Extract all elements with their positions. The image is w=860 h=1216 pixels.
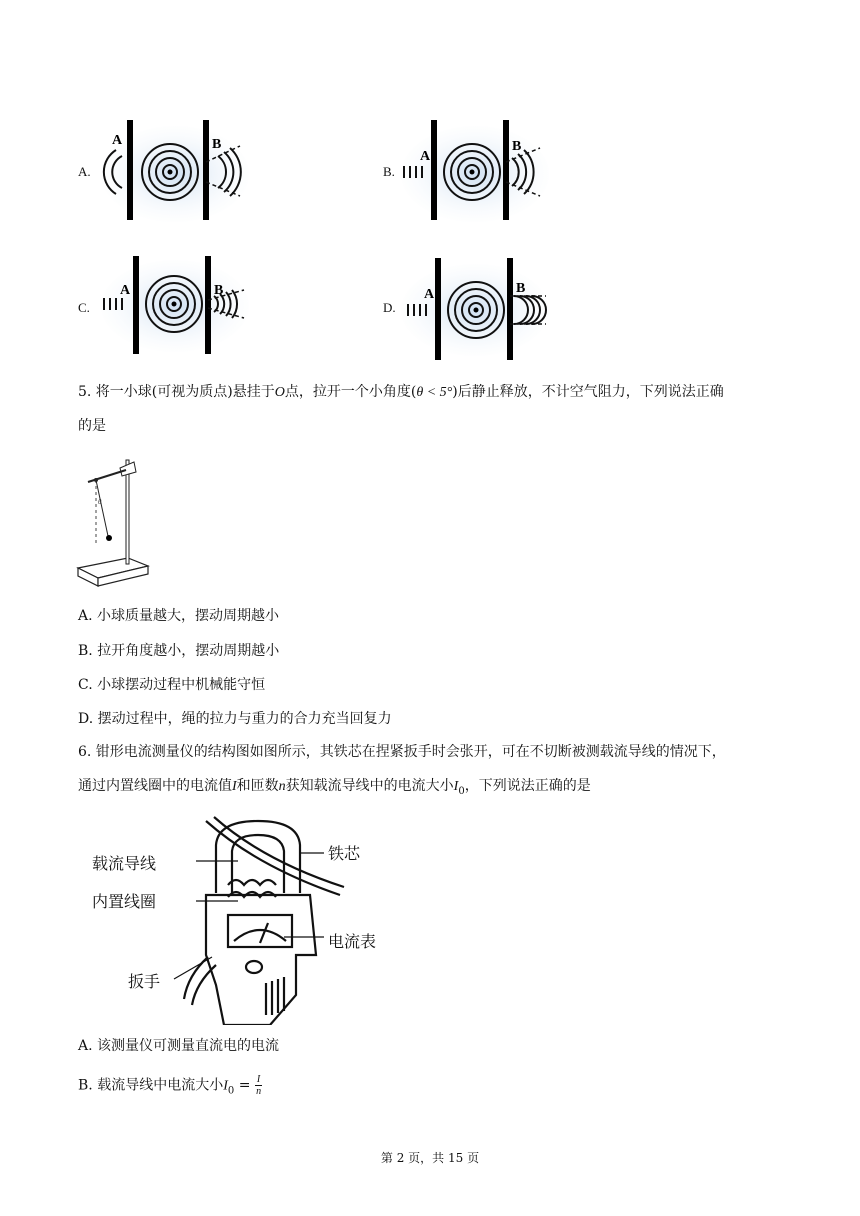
q5-option-d[interactable]: D. 摆动过程中，绳的拉力与重力的合力充当回复力: [78, 711, 392, 727]
pendulum-figure: [76, 452, 154, 588]
option-c-letter: C.: [78, 300, 90, 315]
label-handle: 扳手: [128, 972, 161, 991]
q5-option-b[interactable]: B. 拉开角度越小，摆动周期越小: [78, 643, 280, 659]
q5-stem-line1: 5. 将一小球(可视为质点)悬挂于O点，拉开一个小角度(θ < 5°)后静止释放，不计空气阻力，下列说法正确: [78, 384, 724, 400]
q5-option-a[interactable]: A. 小球质量越大，摆动周期越小: [78, 608, 280, 624]
label-b: B: [212, 137, 222, 152]
label-a: A: [420, 149, 431, 164]
label-core: 铁芯: [328, 844, 361, 863]
wave-figure-a: [100, 118, 250, 230]
label-wire: 载流导线: [92, 854, 157, 873]
fraction: $\frac{I}{n}$: [256, 1074, 262, 1097]
label-b: B: [516, 281, 526, 296]
label-coil: 内置线圈: [92, 892, 157, 911]
q5-stem-line2: 的是: [78, 418, 106, 434]
option-d-letter: D.: [383, 300, 396, 315]
q6-option-b[interactable]: B. 载流导线中电流大小$I_0$ = $\frac{I}{n}$: [78, 1074, 262, 1097]
label-a: A: [112, 133, 123, 148]
label-a: A: [424, 287, 435, 302]
label-meter: 电流表: [328, 932, 377, 951]
option-a-letter: A.: [78, 164, 91, 179]
wave-figure-c: [100, 254, 250, 360]
label-a: A: [120, 283, 131, 298]
label-b: B: [512, 139, 522, 154]
label-b: B: [214, 283, 224, 298]
wave-figure-d: [400, 256, 550, 364]
q6-stem-line1: 6. 钳形电流测量仪的结构图如图所示，其铁芯在捏紧扳手时会张开，可在不切断被测载流导线的情况下，: [78, 744, 726, 760]
svg-text:θ: θ: [98, 498, 102, 506]
wave-figure-b: [400, 118, 550, 230]
option-b-letter: B.: [383, 164, 395, 179]
q6-stem-line2: 通过内置线圈中的电流值I和匝数n获知载流导线中的电流大小$I_0$，下列说法正确的是: [78, 778, 591, 797]
q5-option-c[interactable]: C. 小球摆动过程中机械能守恒: [78, 677, 266, 693]
clamp-meter-figure: [88, 815, 408, 1025]
page-footer: 第 2 页，共 15 页: [380, 1151, 480, 1165]
q6-option-a[interactable]: A. 该测量仪可测量直流电的电流: [78, 1038, 280, 1054]
